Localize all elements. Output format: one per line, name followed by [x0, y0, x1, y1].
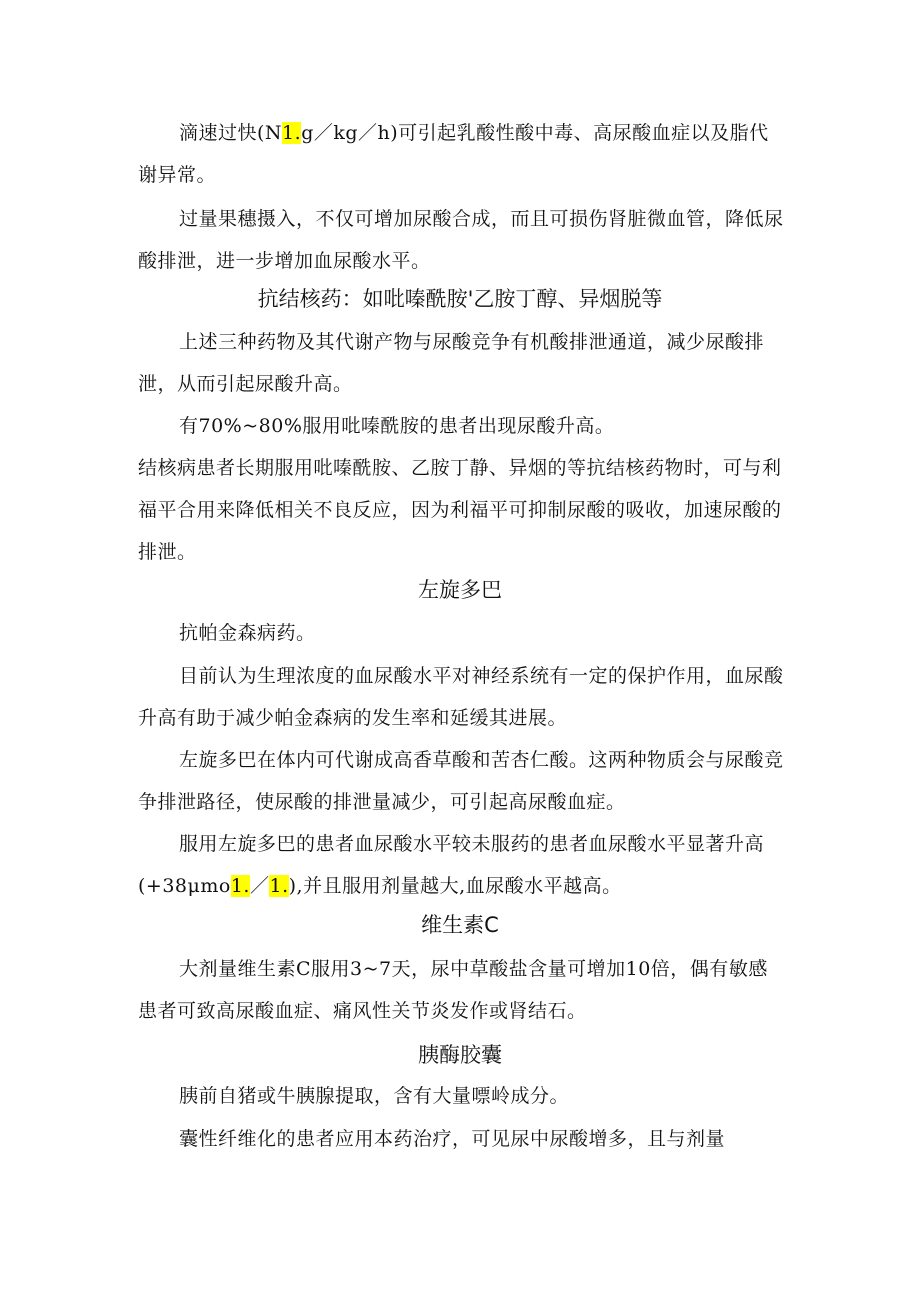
paragraph-antiparkinson: 抗帕金森病药。 [179, 622, 316, 644]
heading-vitamin-c: 维生素C [421, 913, 499, 937]
paragraph-levodopa-patients [138, 823, 784, 907]
paragraph-cystic-fibrosis: 囊性纤维化的患者应用本药治疗，可见尿中尿酸增多，且与剂量 [179, 1128, 726, 1150]
paragraph-pancreatin-source: 胰前自猪或牛胰腺提取，含有大量嘌岭成分。 [179, 1085, 570, 1107]
paragraph-three-drugs: 上述三种药物及其代谢产物与尿酸竞争有机酸排泄通道，减少尿酸排泄，从而引起尿酸升高。 [138, 331, 765, 395]
heading-antituberculosis: 抗结核药：如吡嗪酰胺'乙胺丁醇、异烟脱等 [257, 287, 663, 311]
text: 服用左旋多巴的患者血尿酸水平较未服药的患者血尿酸水平显著升高(+38μmo [138, 833, 765, 897]
highlighted-text: 1. [269, 875, 289, 897]
highlighted-text: 1. [282, 122, 302, 144]
paragraph-infusion-rate [138, 112, 784, 196]
highlighted-text: 1. [230, 875, 250, 897]
heading-pancreatin: 胰酶胶囊 [418, 1043, 502, 1067]
text: 滴速过快(N [179, 122, 283, 144]
paragraph-levodopa-metabolism: 左旋多巴在体内可代谢成高香草酸和苦杏仁酸。这两种物质会与尿酸竞争排泄路径，使尿酸的排泄量减少，可引起高尿酸血症。 [138, 749, 784, 813]
heading-levodopa: 左旋多巴 [418, 578, 502, 602]
paragraph-vitamin-c: 大剂量维生素C服用3~7天，尿中草酸盐含量可增加10倍，偶有敏感患者可致高尿酸血症、痛风性关节炎发作或肾结石。 [138, 958, 768, 1022]
text: ／ [249, 875, 270, 897]
paragraph-physiological-uric: 目前认为生理浓度的血尿酸水平对神经系统有一定的保护作用，血尿酸升高有助于减少帕金森病的发生率和延缓其进展。 [138, 665, 784, 729]
text: ),并且服用剂量越大,血尿酸水平越高。 [288, 875, 622, 897]
paragraph-pyrazinamide-rate: 有70%~80%服用吡嗪酰胺的患者出现尿酸升高。 [179, 415, 615, 437]
paragraph-tb-patients: 结核病患者长期服用吡嗪酰胺、乙胺丁静、异烟的等抗结核药物时，可与利福平合用来降低相关不良反应，因为利福平可抑制尿酸的吸收，加速尿酸的排泄。 [138, 457, 782, 563]
text: g／kg／h)可引起乳酸性酸中毒、高尿酸血症以及脂代谢异常。 [138, 122, 769, 186]
paragraph-fructose: 过量果穗摄入，不仅可增加尿酸合成，而且可损伤肾脏微血管，降低尿酸排泄，进一步增加血尿酸水平。 [138, 208, 784, 272]
